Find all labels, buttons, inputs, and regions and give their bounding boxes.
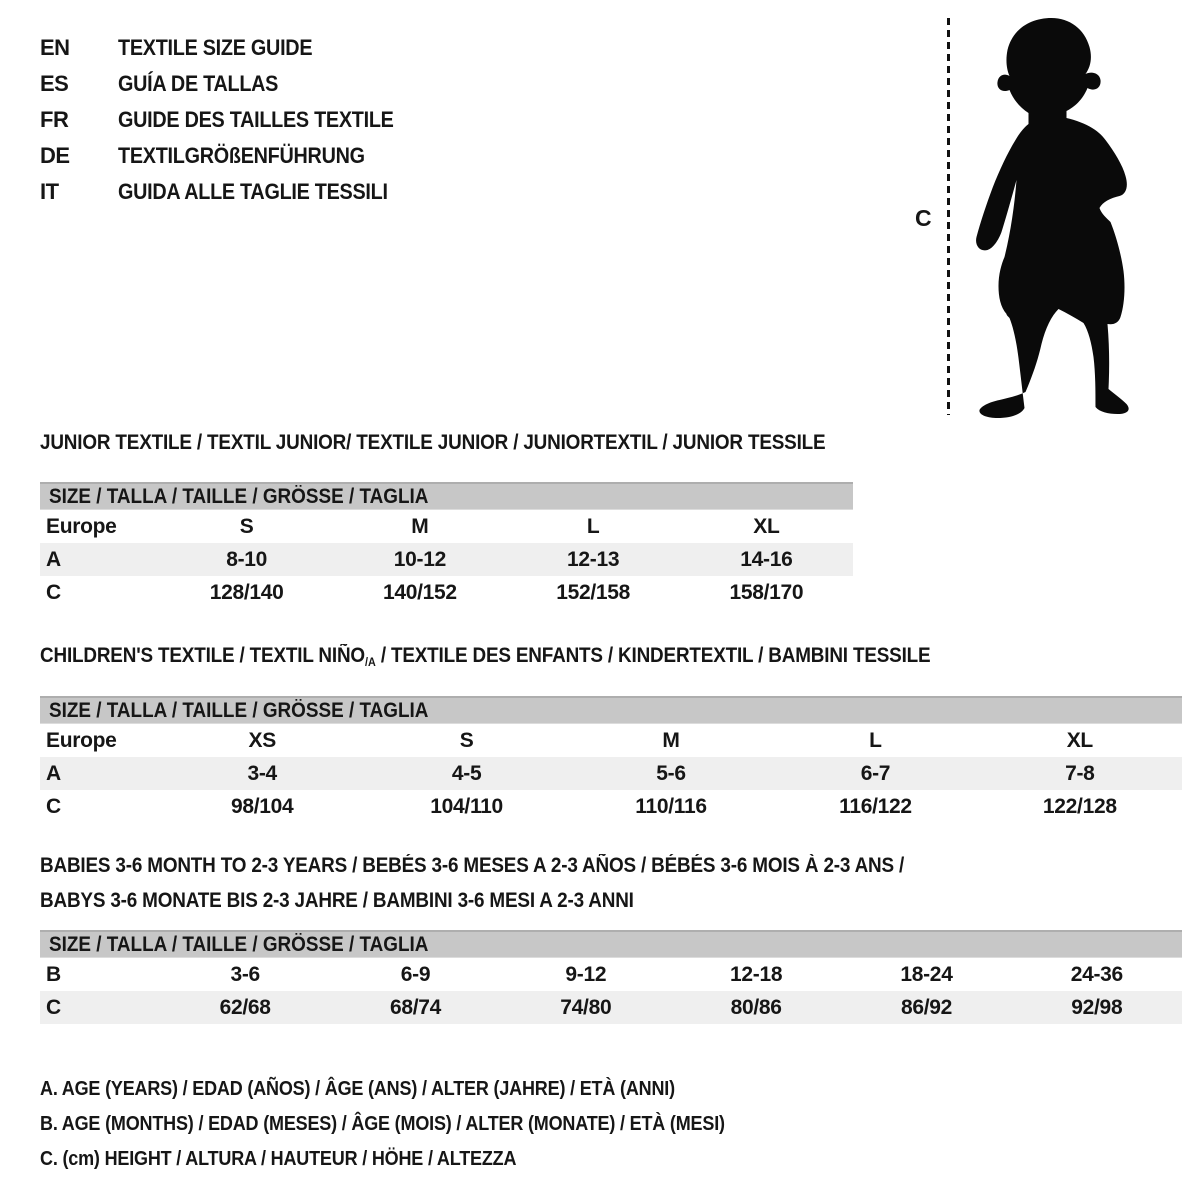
children-size-l: L bbox=[869, 728, 882, 752]
junior-section-title: JUNIOR TEXTILE / TEXTIL JUNIOR/ TEXTILE JUNIOR / JUNIORTEXTIL / JUNIOR TESSILE bbox=[40, 431, 826, 454]
junior-height-row bbox=[40, 576, 853, 609]
junior-europe-label: Europe bbox=[46, 514, 117, 538]
junior-age-value: 8-10 bbox=[226, 547, 268, 571]
children-europe-row bbox=[40, 724, 1182, 757]
children-title-subscript: /A bbox=[364, 655, 376, 669]
height-measure-label: C bbox=[915, 205, 932, 231]
junior-europe-row bbox=[40, 510, 853, 543]
babies-months-value: 18-24 bbox=[900, 962, 953, 986]
language-title-list bbox=[40, 30, 424, 210]
children-size-xs: XS bbox=[248, 728, 276, 752]
babies-size-header-bar bbox=[40, 930, 1182, 958]
babies-height-row-label: C bbox=[46, 995, 61, 1019]
children-height-value: 122/128 bbox=[1042, 794, 1117, 818]
children-height-row-label: C bbox=[46, 794, 61, 818]
language-title-es: GUÍA DE TALLAS bbox=[118, 71, 279, 96]
babies-height-value: 80/86 bbox=[730, 995, 782, 1019]
babies-months-row bbox=[40, 958, 1182, 991]
children-section-title bbox=[40, 643, 930, 675]
language-row-fr bbox=[40, 102, 424, 138]
legend-height-cm: C. (cm) HEIGHT / ALTURA / HAUTEUR / HÖHE / ALTEZZA bbox=[40, 1148, 517, 1170]
babies-section-title-line1: BABIES 3-6 MONTH TO 2-3 YEARS / BEBÉS 3-6 MESES A 2-3 AÑOS / BÉBÉS 3-6 MOIS À 2-3 ANS / bbox=[40, 854, 905, 877]
children-title-rest: / TEXTILE DES ENFANTS / KINDERTEXTIL / BAMBINI TESSILE bbox=[375, 644, 931, 667]
language-code-en: EN bbox=[40, 35, 70, 60]
children-age-value: 3-4 bbox=[247, 761, 277, 785]
junior-height-value: 158/170 bbox=[729, 580, 804, 604]
junior-age-row bbox=[40, 543, 853, 576]
children-age-value: 6-7 bbox=[860, 761, 891, 785]
language-title-en: TEXTILE SIZE GUIDE bbox=[118, 35, 313, 60]
children-age-row-label: A bbox=[46, 761, 61, 785]
junior-height-row-label: C bbox=[46, 580, 61, 604]
children-textile-section bbox=[40, 643, 1182, 823]
junior-size-m: M bbox=[411, 514, 429, 538]
children-age-value: 5-6 bbox=[656, 761, 686, 785]
children-age-value: 7-8 bbox=[1065, 761, 1095, 785]
children-size-m: M bbox=[662, 728, 680, 752]
junior-size-l: L bbox=[586, 514, 600, 538]
children-age-row bbox=[40, 757, 1182, 790]
language-row-en bbox=[40, 30, 424, 66]
language-row-es bbox=[40, 66, 424, 102]
height-measure-dashed-line bbox=[947, 18, 950, 415]
language-code-it: IT bbox=[40, 179, 59, 204]
babies-height-value: 62/68 bbox=[219, 995, 271, 1019]
babies-height-row bbox=[40, 991, 1182, 1024]
children-age-value: 4-5 bbox=[451, 761, 482, 785]
children-height-value: 104/110 bbox=[430, 794, 503, 818]
babies-height-value: 92/98 bbox=[1071, 995, 1123, 1019]
junior-age-value: 10-12 bbox=[393, 547, 446, 571]
junior-age-value: 14-16 bbox=[740, 547, 793, 571]
children-height-value: 116/122 bbox=[839, 794, 912, 818]
toddler-silhouette-icon bbox=[962, 14, 1140, 420]
babies-months-value: 12-18 bbox=[730, 962, 783, 986]
language-code-es: ES bbox=[40, 71, 69, 96]
babies-section-title-line2: BABYS 3-6 MONATE BIS 2-3 JAHRE / BAMBINI 3-6 MESI A 2-3 ANNI bbox=[40, 889, 634, 912]
language-row-it bbox=[40, 174, 424, 210]
junior-height-value: 152/158 bbox=[556, 580, 631, 604]
language-title-de: TEXTILGRÖßENFÜHRUNG bbox=[118, 143, 365, 168]
children-title-main: CHILDREN'S TEXTILE / TEXTIL NIÑO bbox=[40, 644, 365, 667]
junior-textile-section bbox=[40, 430, 853, 609]
children-size-s: S bbox=[459, 728, 474, 752]
babies-months-value: 3-6 bbox=[230, 962, 260, 986]
junior-height-value: 128/140 bbox=[209, 580, 284, 604]
babies-months-value: 6-9 bbox=[400, 962, 431, 986]
junior-size-xl: XL bbox=[753, 514, 780, 538]
language-title-fr: GUIDE DES TAILLES TEXTILE bbox=[118, 107, 394, 132]
legend-age-years: A. AGE (YEARS) / EDAD (AÑOS) / ÂGE (ANS) / ALTER (JAHRE) / ETÀ (ANNI) bbox=[40, 1078, 675, 1100]
children-europe-label: Europe bbox=[46, 728, 117, 752]
babies-textile-section bbox=[40, 848, 1182, 1024]
language-title-it: GUIDA ALLE TAGLIE TESSILI bbox=[118, 179, 388, 204]
babies-months-value: 24-36 bbox=[1070, 962, 1123, 986]
height-measure-figure bbox=[900, 0, 1200, 430]
babies-months-value: 9-12 bbox=[565, 962, 607, 986]
junior-size-header-bar bbox=[40, 482, 853, 510]
junior-size-header-text: SIZE / TALLA / TAILLE / GRÖSSE / TAGLIA bbox=[49, 484, 429, 508]
legend-age-months: B. AGE (MONTHS) / EDAD (MESES) / ÂGE (MOIS) / ALTER (MONATE) / ETÀ (MESI) bbox=[40, 1113, 725, 1135]
junior-size-s: S bbox=[239, 514, 254, 538]
junior-height-value: 140/152 bbox=[382, 580, 457, 604]
babies-size-header-text: SIZE / TALLA / TAILLE / GRÖSSE / TAGLIA bbox=[49, 932, 429, 956]
children-size-header-bar bbox=[40, 696, 1182, 724]
children-height-value: 110/116 bbox=[635, 794, 707, 818]
junior-age-value: 12-13 bbox=[567, 547, 620, 571]
babies-months-row-label: B bbox=[46, 962, 61, 986]
language-code-fr: FR bbox=[40, 107, 69, 132]
children-height-row bbox=[40, 790, 1182, 823]
babies-height-value: 86/92 bbox=[900, 995, 952, 1019]
children-size-xl: XL bbox=[1066, 728, 1093, 752]
babies-height-value: 74/80 bbox=[560, 995, 612, 1019]
children-size-header-text: SIZE / TALLA / TAILLE / GRÖSSE / TAGLIA bbox=[49, 698, 429, 722]
measure-legend bbox=[40, 1072, 801, 1177]
language-code-de: DE bbox=[40, 143, 70, 168]
children-height-value: 98/104 bbox=[230, 794, 294, 818]
junior-age-row-label: A bbox=[46, 547, 61, 571]
language-row-de bbox=[40, 138, 424, 174]
babies-height-value: 68/74 bbox=[389, 995, 442, 1019]
